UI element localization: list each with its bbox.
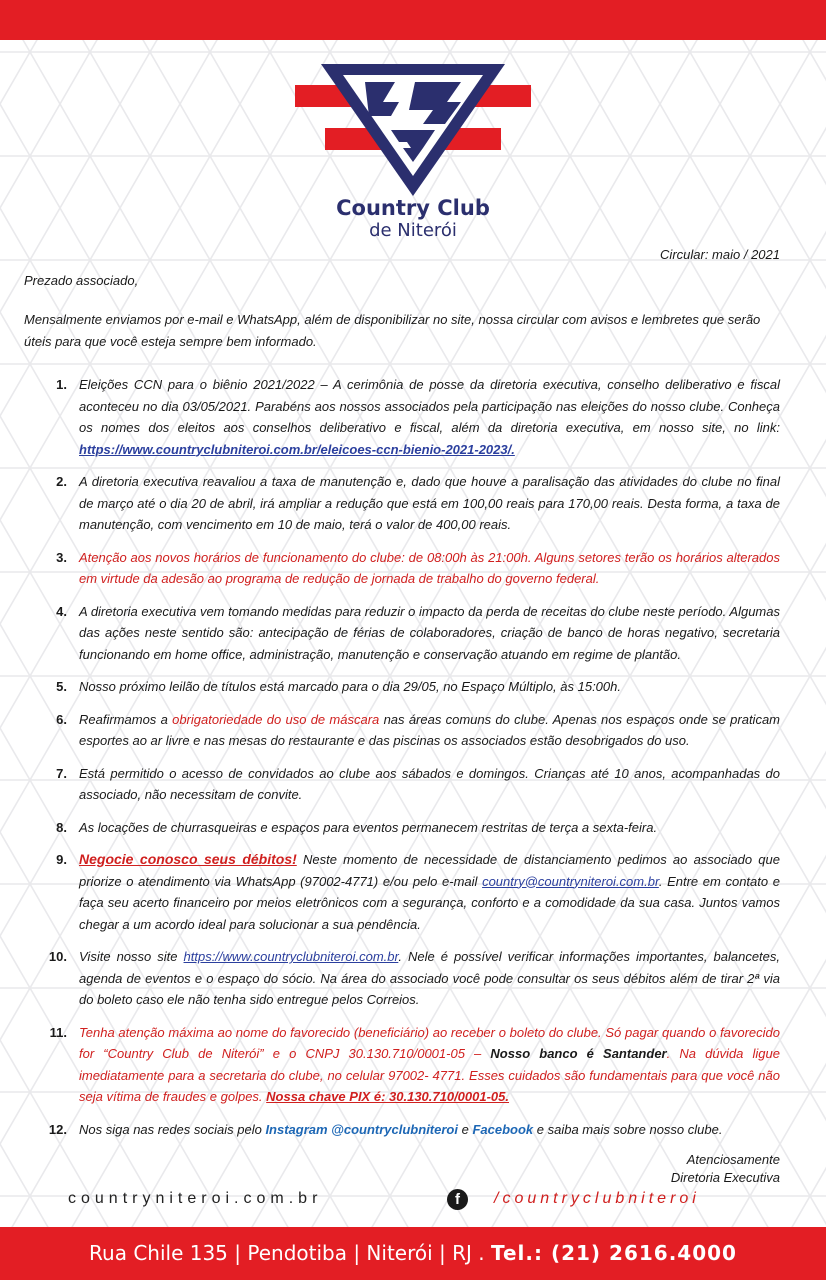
email-link[interactable]: country@countryniteroi.com.br — [482, 873, 659, 889]
item-number: 12. — [48, 1121, 67, 1137]
list-item — [24, 763, 780, 806]
item-number: 7. — [56, 765, 67, 781]
item-number: 9. — [56, 852, 67, 867]
item-text: e saiba mais sobre nosso clube. — [533, 1121, 723, 1137]
list-item — [24, 849, 780, 935]
bottom-banner — [0, 1227, 826, 1280]
item-number: 8. — [56, 819, 67, 835]
signature-line: Diretoria Executiva — [670, 1170, 780, 1185]
club-logo — [295, 58, 531, 248]
list-item — [24, 547, 780, 590]
elections-link[interactable]: https://www.countryclubniteroi.com.br/eleicoes-ccn-bienio-2021-2023/. — [79, 441, 515, 457]
item-number: 1. — [56, 377, 67, 392]
item-number: 6. — [56, 711, 67, 727]
list-item — [24, 1022, 780, 1108]
footer-website[interactable]: countryniteroi.com.br — [68, 1190, 323, 1207]
item-text: nas áreas comuns do clube. Apenas nos espaços onde se praticam esportes ao ar livre e nas mesas do restaurante e das piscinas os associados estão desobrigados do uso. — [79, 711, 781, 748]
instagram-handle[interactable]: Instagram @countryclubniteroi — [265, 1121, 458, 1137]
greeting: Prezado associado, — [24, 272, 139, 288]
item-text: . Nele é possível verificar informações importantes, balancetes, agenda de eventos e o espaço do sócio. Na área do associado você pode consultar os seus débitos além de tirar 2ª via do boleto caso ele não tenha sido entregue pelos Correios. — [79, 949, 781, 1007]
intro-paragraph: Mensalmente enviamos por e-mail e WhatsApp, além de disponibilizar no site, nossa circular com avisos e lembretes que serão úteis para que você esteja sempre bem informado. — [24, 312, 761, 349]
item-number: 10. — [48, 949, 67, 964]
phone-number: Tel.: (21) 2616.4000 — [490, 1241, 737, 1265]
footer-social-handle[interactable]: /countryclubniteroi — [494, 1190, 700, 1207]
list-item — [24, 946, 780, 1011]
list-item — [24, 676, 780, 698]
closing-signature — [24, 1151, 780, 1187]
mask-emphasis: obrigatoriedade do uso de máscara — [172, 711, 380, 727]
item-text: Visite nosso site — [79, 949, 184, 964]
item-text: Nos siga nas redes sociais pelo — [79, 1121, 266, 1137]
facebook-icon: f — [447, 1189, 468, 1210]
logo-emblem-icon — [295, 58, 531, 198]
item-text: Tenha atenção máxima ao nome do favorecido (beneficiário) ao receber o boleto do clube. Só pagar quando o favorecido for “Country Club de Niterói” e o CNPJ 30.130.710/0001-05 – — [79, 1024, 780, 1061]
item-text: Está permitido o acesso de convidados ao clube aos sábados e domingos. Crianças até 10 anos, acompanhadas do associado, não necessitam de convite. — [79, 765, 780, 802]
top-banner — [0, 0, 826, 40]
item-text: Eleições CCN para o biênio 2021/2022 – A cerimônia de posse da diretoria executiva, conselho deliberativo e fiscal aconteceu no dia 03/05/2021. Parabéns aos nossos associados pela participação nas eleições do nosso clube. Conheça os nomes dos eleitos aos conselhos deliberativo e fiscal, além da diretoria executiva, em nosso site, no link: — [79, 377, 780, 435]
item-number: 2. — [56, 474, 67, 489]
circular-date: Circular: maio / 2021 — [660, 247, 780, 262]
item-text: . Na dúvida ligue imediatamente para a secretaria do clube, no celular 97002- 4771. Esses cuidados são fundamentais para que você não seja vítima de fraudes e golpes. — [79, 1046, 780, 1104]
list-item — [24, 471, 780, 536]
logo-subtitle: de Niterói — [369, 220, 457, 241]
item-text: A diretoria executiva vem tomando medidas para reduzir o impacto da perda de receitas do clube neste período. Algumas das ações neste sentido são: antecipação de férias de colaboradores, criação de banco de horas negativo, secretaria funcionando em home office, administração, manutenção e conservação atuando em regime de plantão. — [79, 603, 780, 662]
debt-highlight: Negocie conosco seus débitos! — [79, 851, 297, 867]
item-number: 5. — [56, 679, 67, 694]
item-text: Atenção aos novos horários de funcionamento do clube: de 08:00h às 21:00h. Alguns setores terão os horários alterados em virtude da adesão ao programa de redução de jornada de trabalho do governo federal. — [79, 549, 780, 586]
item-text: Reafirmamos a — [79, 711, 173, 727]
item-text: Nosso próximo leilão de títulos está marcado para o dia 29/05, no Espaço Múltiplo, às 15:00h. — [79, 679, 621, 694]
pix-key: Nossa chave PIX é: 30.130.710/0001-05. — [266, 1089, 510, 1104]
notice-list — [24, 374, 780, 1140]
list-item — [24, 374, 780, 460]
address-text: Rua Chile 135 | Pendotiba | Niterói | RJ . — [89, 1241, 491, 1265]
site-link[interactable]: https://www.countryclubniteroi.com.br — [183, 949, 399, 964]
item-number: 4. — [56, 603, 67, 619]
item-text: e — [457, 1121, 473, 1137]
item-number: 3. — [56, 549, 67, 565]
list-item — [24, 1119, 780, 1141]
list-item — [24, 709, 780, 752]
address-line — [0, 1227, 826, 1280]
facebook-label[interactable]: Facebook — [472, 1121, 534, 1137]
item-text: A diretoria executiva reavaliou a taxa de manutenção e, dado que houve a paralisação das atividades do clube no final de março até o dia 20 de abril, irá ampliar a redução que está em 100,00 reais para 170,00 reais. Desta forma, a taxa de manutenção, com vencimento em 10 de maio, terá o valor de 400,00 reais. — [79, 474, 780, 532]
circular-body — [24, 244, 780, 1187]
item-text: . Entre em contato e faça seu acerto financeiro por meios eletrônicos com a segurança, conforto e a comodidade da sua casa. Juntos vamos chegar a um acordo ideal para solucionar a sua pendência. — [79, 873, 780, 932]
closing-line: Atenciosamente — [686, 1152, 780, 1167]
item-text: Neste momento de necessidade de distanciamento pedimos ao associado que priorize o atendimento via WhatsApp (97002-4771) e/ou pelo e-mail — [79, 852, 780, 889]
item-text: As locações de churrasqueiras e espaços para eventos permanecem restritas de terça a sexta-feira. — [79, 819, 658, 835]
logo-title: Country Club — [336, 196, 490, 220]
list-item — [24, 817, 780, 839]
list-item — [24, 601, 780, 666]
item-number: 11. — [49, 1024, 67, 1040]
bank-notice: Nosso banco é Santander — [490, 1046, 667, 1061]
